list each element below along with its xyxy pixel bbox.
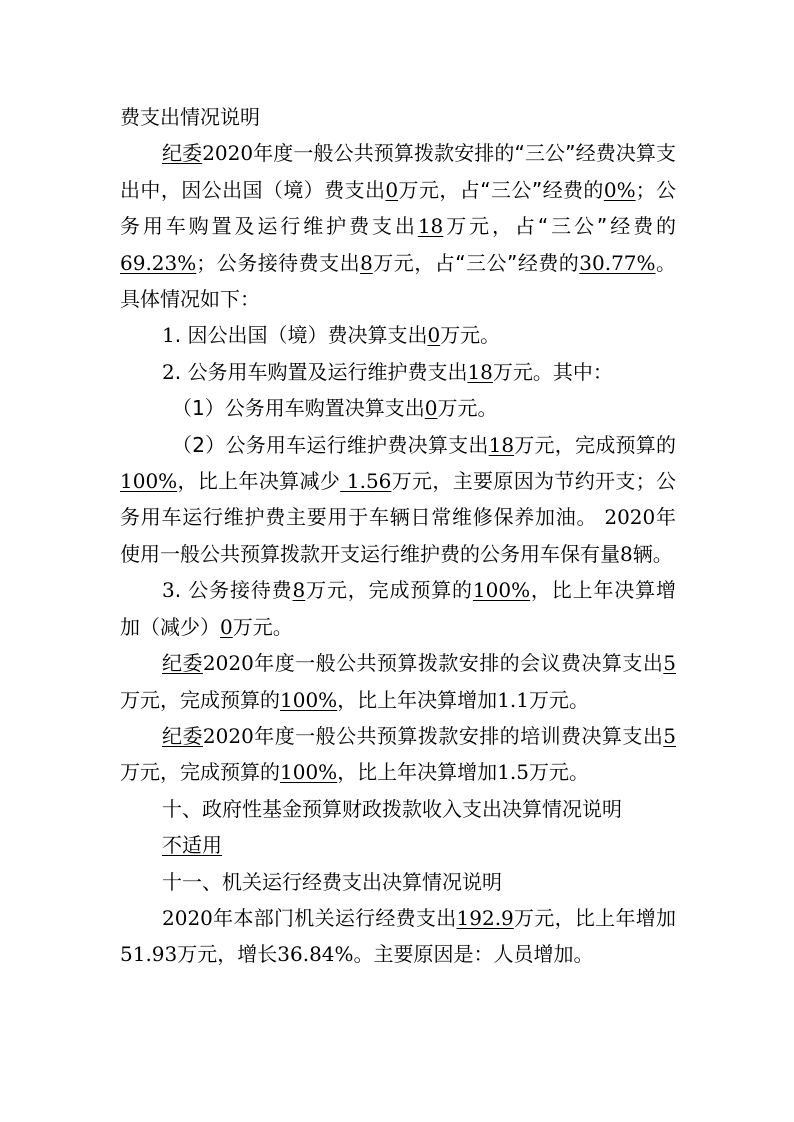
text: 万元，占 xyxy=(372,250,456,275)
year: 2020 xyxy=(202,141,254,166)
text: 公务用车运行维护费决算支出 xyxy=(225,432,489,457)
value: 1.56 xyxy=(340,469,392,494)
text: 。具体情况如下： xyxy=(120,250,677,312)
text: 万元，增长 xyxy=(177,942,278,967)
text: . 公务用车购置及运行维护费支出 xyxy=(174,359,468,384)
document-body xyxy=(120,99,676,973)
item-number: 1 xyxy=(162,323,175,348)
text: 万元，比上年增加 xyxy=(513,905,677,930)
list-item-3 xyxy=(120,572,676,645)
text: 经费决算支出中，因公出国（境）费支出 xyxy=(120,141,677,202)
meeting-expense-paragraph xyxy=(120,645,676,718)
text: “三公” xyxy=(455,250,518,275)
text: 万元，占 xyxy=(398,177,481,202)
value: 5 xyxy=(663,723,677,748)
value: 51.93 xyxy=(120,942,178,967)
text: 经费的 xyxy=(542,177,604,202)
sub-item-2 xyxy=(120,427,676,573)
text: ，比上年决算减少 xyxy=(177,469,341,494)
text: 万元。 xyxy=(529,687,589,712)
value: 18 xyxy=(467,359,493,384)
text: 万元。 xyxy=(529,760,589,785)
value: 100% xyxy=(280,760,338,785)
list-item-1 xyxy=(120,317,676,353)
text: “三公” xyxy=(514,141,576,166)
operating-expense-paragraph xyxy=(120,900,676,973)
text: 万元。 xyxy=(440,323,501,348)
text: ；公务接待费支出 xyxy=(196,250,361,275)
item-number: （1） xyxy=(172,396,225,421)
value: 8 xyxy=(292,578,306,603)
list-item-2 xyxy=(120,354,676,390)
year: 2020 xyxy=(162,905,213,930)
unit-name: 纪委 xyxy=(162,141,203,166)
value: 0 xyxy=(220,614,233,639)
text: . 因公出国（境）费决算支出 xyxy=(174,323,428,348)
training-expense-paragraph xyxy=(120,718,676,791)
text: 万元，完成预算的 xyxy=(305,578,473,603)
text: ，比上年决算增加 xyxy=(337,687,498,712)
text: 年度一般公共预算拨款安排的会议费决算支出 xyxy=(253,651,664,676)
text: 万元，完成预算的 xyxy=(120,760,280,785)
sub-item-1 xyxy=(120,390,676,426)
text: 年度一般公共预算拨款安排的 xyxy=(253,141,515,166)
text: 万元。其中： xyxy=(492,359,613,384)
text: 万元，主要原因为节约开支；公务用车运行维护费主要用于车辆日常维修保养加油。 xyxy=(120,469,677,530)
three-public-summary-paragraph xyxy=(120,135,676,317)
text: 不适用 xyxy=(162,833,222,858)
text: 万元，完成预算的 xyxy=(514,432,676,457)
value: 1.1 xyxy=(497,687,529,712)
text: 万元。 xyxy=(437,396,498,421)
text: ；公务用车购置及运行维护费支出 xyxy=(120,177,677,239)
text: 公务用车购置决算支出 xyxy=(224,396,425,421)
value: 18 xyxy=(488,432,515,457)
value: 100% xyxy=(472,578,531,603)
section-heading-10: 十、政府性基金预算财政拨款收入支出决算情况说明 xyxy=(162,796,622,821)
value: 100% xyxy=(120,469,178,494)
text: 年度一般公共预算拨款安排的培训费决算支出 xyxy=(253,723,664,748)
item-number: 2 xyxy=(162,359,175,384)
text: “三公” xyxy=(537,214,608,239)
text: . 公务接待费 xyxy=(174,578,293,603)
value: 192.9 xyxy=(456,905,514,930)
text: ，比上年决算增加（减少） xyxy=(120,578,677,639)
value: 8 xyxy=(620,541,633,566)
text: 经费的 xyxy=(607,214,677,239)
year: 2020 xyxy=(202,651,254,676)
value: 1.5 xyxy=(497,760,529,785)
item-number: （2） xyxy=(172,432,226,457)
value: 0% xyxy=(603,177,636,202)
item-number: 3 xyxy=(162,578,175,603)
value: 100% xyxy=(280,687,338,712)
text: ，比上年决算增加 xyxy=(337,760,498,785)
unit-name: 纪委 xyxy=(162,723,203,748)
section-heading-continued: 费支出情况说明 xyxy=(120,105,260,129)
text: 年使用一般公共预算拨款开支运行维护费的公务用车保有量 xyxy=(120,505,677,566)
value: 0 xyxy=(385,177,399,202)
value: 69.23% xyxy=(120,250,197,275)
not-applicable-note xyxy=(120,827,676,863)
unit-name: 纪委 xyxy=(162,651,203,676)
value: 0 xyxy=(427,323,441,348)
text: 万元。 xyxy=(232,614,293,639)
text: 万元，占 xyxy=(443,214,538,239)
value: 36.84% xyxy=(277,942,354,967)
value: 5 xyxy=(663,651,677,676)
text: 万元，完成预算的 xyxy=(120,687,280,712)
value: 8 xyxy=(360,250,373,275)
text: 辆。 xyxy=(632,541,673,566)
value: 0 xyxy=(424,396,438,421)
text: 年本部门机关运行经费支出 xyxy=(212,905,457,930)
value: 30.77% xyxy=(579,250,656,275)
text: “三公” xyxy=(480,177,543,202)
text: 经费的 xyxy=(517,250,580,275)
year: 2020 xyxy=(597,505,656,530)
value: 18 xyxy=(417,214,444,239)
year: 2020 xyxy=(202,723,254,748)
section-heading-11: 十一、机关运行经费支出决算情况说明 xyxy=(162,869,502,894)
text: 。主要原因是：人员增加。 xyxy=(353,942,594,967)
